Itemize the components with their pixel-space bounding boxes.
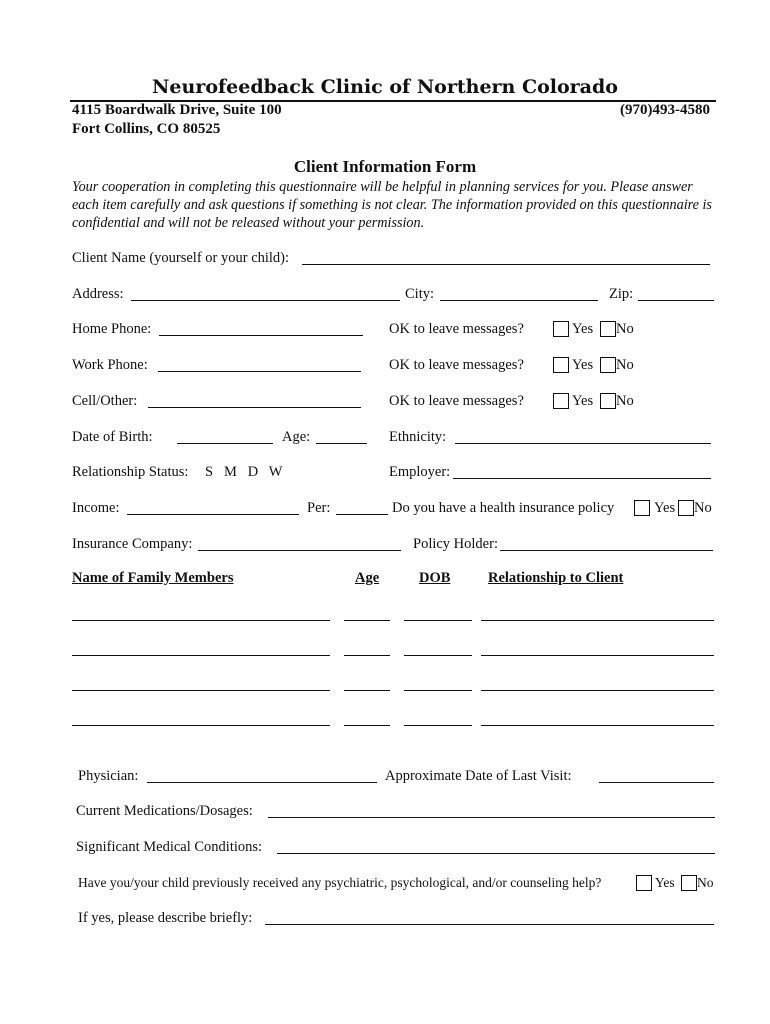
- dob-label: Date of Birth:: [72, 429, 153, 445]
- physician-label: Physician:: [78, 768, 139, 784]
- form-instructions: Your cooperation in completing this questionnaire will be helpful in planning services for you. Please answer each item carefully and ask questions if something is not clear. The information provided on this questionnaire is confidential and will not be released without your permission.: [72, 179, 712, 231]
- home-messages-no-checkbox[interactable]: [600, 321, 616, 337]
- cell-ok-messages-label: OK to leave messages?: [389, 393, 524, 409]
- work-ok-messages-label: OK to leave messages?: [389, 357, 524, 373]
- family-member-relationship-field[interactable]: [481, 690, 714, 691]
- form-title: Client Information Form: [293, 157, 477, 176]
- family-member-dob-field[interactable]: [404, 620, 472, 621]
- family-member-age-field[interactable]: [344, 725, 390, 726]
- cell-messages-no-checkbox[interactable]: [600, 393, 616, 409]
- address-line-1: 4115 Boardwalk Drive, Suite 100: [72, 102, 282, 118]
- client-name-label: Client Name (yourself or your child):: [72, 250, 290, 266]
- work-phone-field[interactable]: [158, 371, 361, 372]
- ethnicity-label: Ethnicity:: [389, 429, 447, 445]
- family-member-relationship-field[interactable]: [481, 655, 714, 656]
- prior-help-question: Have you/your child previously received any psychiatric, psychological, and/or counseling help?: [78, 875, 602, 890]
- dob-field[interactable]: [177, 443, 273, 444]
- policy-holder-field[interactable]: [500, 550, 713, 551]
- ethnicity-field[interactable]: [455, 443, 711, 444]
- per-field[interactable]: [336, 514, 388, 515]
- home-ok-messages-label: OK to leave messages?: [389, 321, 524, 337]
- family-member-name-field[interactable]: [72, 690, 330, 691]
- prior-help-no-checkbox[interactable]: [681, 875, 697, 891]
- last-visit-field[interactable]: [599, 782, 714, 783]
- family-relationship-column-header: Relationship to Client: [488, 570, 624, 586]
- relationship-status-label: Relationship Status:: [72, 464, 189, 480]
- zip-label: Zip:: [609, 286, 634, 302]
- clinic-name: Neurofeedback Clinic of Northern Colorado: [152, 76, 618, 98]
- age-label: Age:: [282, 429, 311, 445]
- address-label: Address:: [72, 286, 124, 302]
- cell-messages-yes-label: Yes: [572, 393, 594, 409]
- cell-messages-yes-checkbox[interactable]: [553, 393, 569, 409]
- medical-conditions-field[interactable]: [277, 853, 715, 854]
- insurance-company-field[interactable]: [198, 550, 401, 551]
- describe-label: If yes, please describe briefly:: [78, 910, 253, 926]
- city-field[interactable]: [440, 300, 598, 301]
- health-insurance-no-label: No: [694, 500, 712, 516]
- last-visit-label: Approximate Date of Last Visit:: [385, 768, 572, 784]
- health-insurance-yes-label: Yes: [654, 500, 676, 516]
- family-member-name-field[interactable]: [72, 620, 330, 621]
- cell-phone-field[interactable]: [148, 407, 361, 408]
- family-name-column-header: Name of Family Members: [72, 570, 234, 586]
- relationship-status-options[interactable]: S M D W: [205, 464, 283, 480]
- cell-phone-label: Cell/Other:: [72, 393, 138, 409]
- clinic-phone: (970)493-4580: [620, 102, 710, 118]
- family-member-dob-field[interactable]: [404, 725, 472, 726]
- family-member-dob-field[interactable]: [404, 655, 472, 656]
- health-insurance-question: Do you have a health insurance policy: [392, 500, 615, 516]
- work-messages-yes-label: Yes: [572, 357, 594, 373]
- policy-holder-label: Policy Holder:: [413, 536, 498, 552]
- employer-label: Employer:: [389, 464, 451, 480]
- client-name-field[interactable]: [302, 264, 710, 265]
- describe-field[interactable]: [265, 924, 714, 925]
- family-member-age-field[interactable]: [344, 655, 390, 656]
- medications-label: Current Medications/Dosages:: [76, 803, 253, 819]
- home-phone-label: Home Phone:: [72, 321, 152, 337]
- employer-field[interactable]: [453, 478, 711, 479]
- home-phone-field[interactable]: [159, 335, 363, 336]
- health-insurance-no-checkbox[interactable]: [678, 500, 694, 516]
- physician-field[interactable]: [147, 782, 377, 783]
- work-messages-yes-checkbox[interactable]: [553, 357, 569, 373]
- family-member-name-field[interactable]: [72, 725, 330, 726]
- address-line-2: Fort Collins, CO 80525: [72, 121, 221, 137]
- zip-field[interactable]: [638, 300, 714, 301]
- family-member-name-field[interactable]: [72, 655, 330, 656]
- work-messages-no-checkbox[interactable]: [600, 357, 616, 373]
- insurance-company-label: Insurance Company:: [72, 536, 193, 552]
- family-member-relationship-field[interactable]: [481, 620, 714, 621]
- family-member-relationship-field[interactable]: [481, 725, 714, 726]
- prior-help-no-label: No: [697, 875, 714, 890]
- prior-help-yes-checkbox[interactable]: [636, 875, 652, 891]
- health-insurance-yes-checkbox[interactable]: [634, 500, 650, 516]
- address-field[interactable]: [131, 300, 400, 301]
- home-messages-yes-checkbox[interactable]: [553, 321, 569, 337]
- work-phone-label: Work Phone:: [72, 357, 148, 373]
- family-member-age-field[interactable]: [344, 690, 390, 691]
- income-label: Income:: [72, 500, 120, 516]
- medications-field[interactable]: [268, 817, 715, 818]
- family-age-column-header: Age: [355, 570, 380, 586]
- home-messages-no-label: No: [616, 321, 634, 337]
- family-member-dob-field[interactable]: [404, 690, 472, 691]
- cell-messages-no-label: No: [616, 393, 634, 409]
- medical-conditions-label: Significant Medical Conditions:: [76, 839, 263, 855]
- city-label: City:: [405, 286, 435, 302]
- home-messages-yes-label: Yes: [572, 321, 594, 337]
- per-label: Per:: [307, 500, 331, 516]
- prior-help-yes-label: Yes: [655, 875, 675, 890]
- family-member-age-field[interactable]: [344, 620, 390, 621]
- work-messages-no-label: No: [616, 357, 634, 373]
- family-dob-column-header: DOB: [419, 570, 451, 586]
- income-field[interactable]: [127, 514, 299, 515]
- age-field[interactable]: [316, 443, 367, 444]
